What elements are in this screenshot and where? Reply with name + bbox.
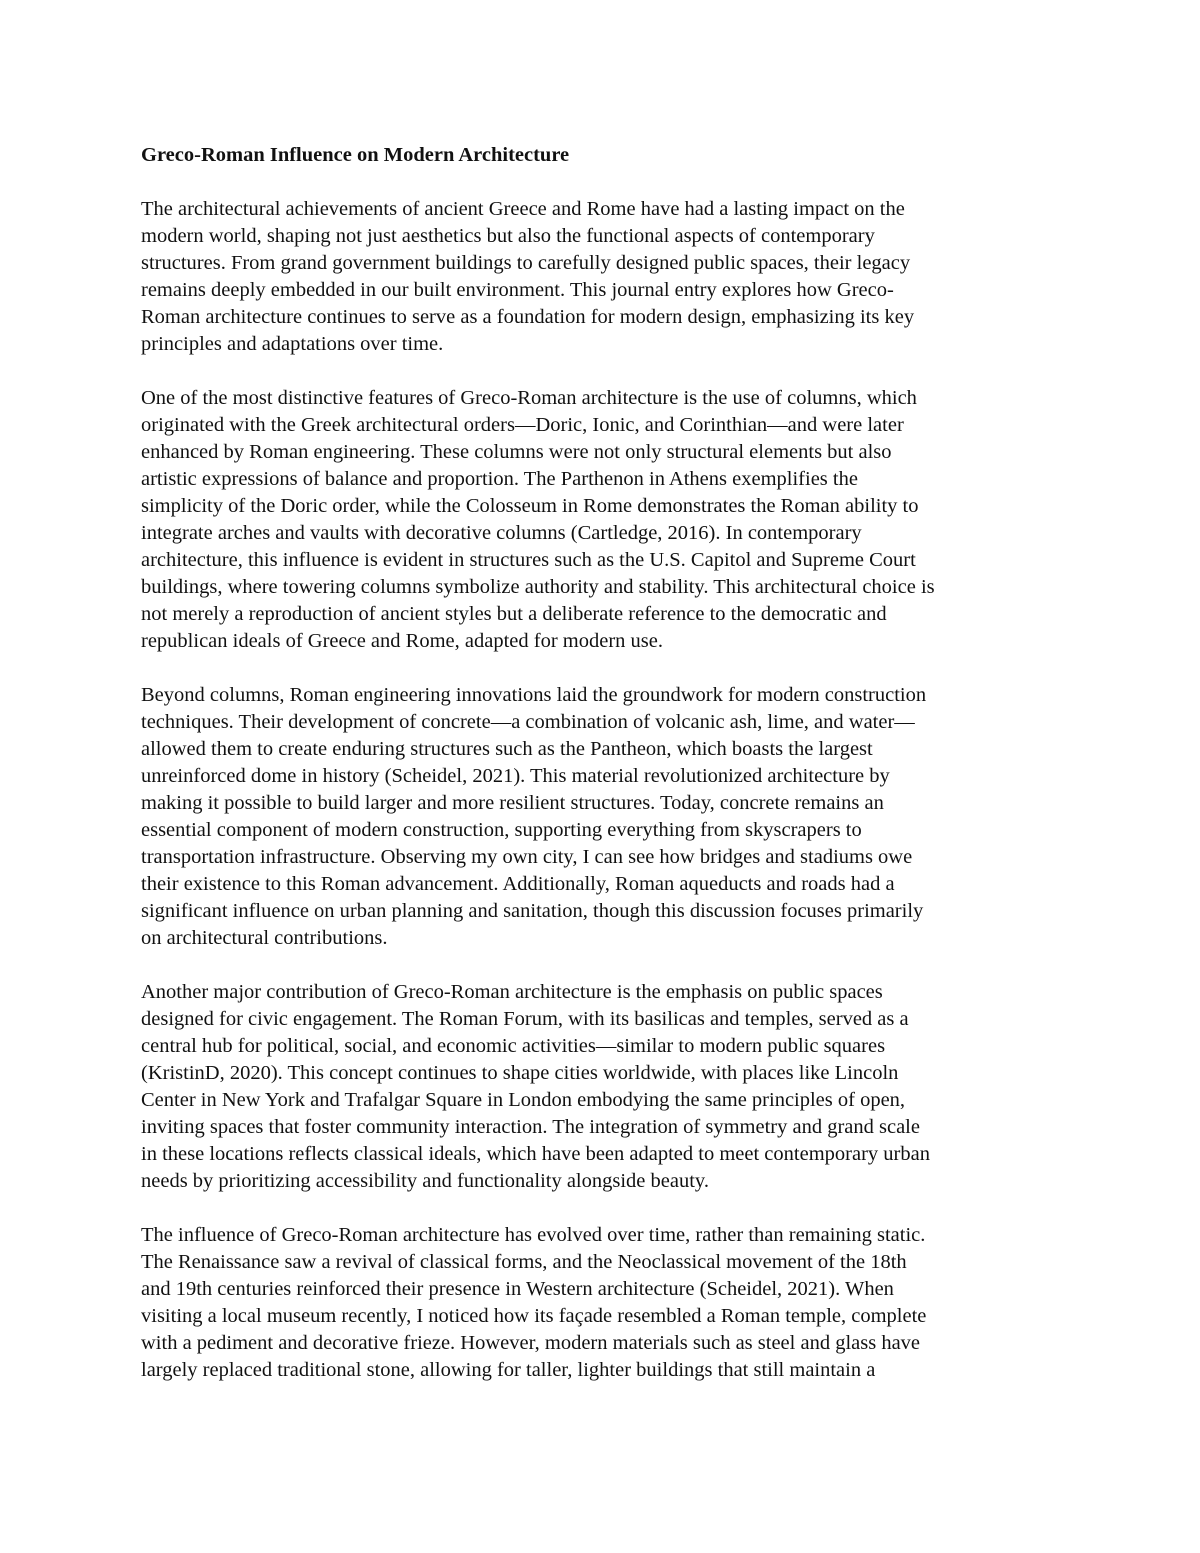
paragraph-line: The architectural achievements of ancient Greece and Rome have had a lasting impact on the (141, 198, 905, 220)
paragraph-line: Roman architecture continues to serve as a foundation for modern design, emphasizing its key (141, 306, 915, 328)
paragraph-4 (141, 979, 1071, 1195)
paragraph-line: simplicity of the Doric order, while the Colosseum in Rome demonstrates the Roman ability to (141, 495, 919, 517)
paragraph-line: modern world, shaping not just aesthetics but also the functional aspects of contemporary (141, 225, 875, 247)
paragraph-line: principles and adaptations over time. (141, 333, 444, 355)
paragraph-line: The Renaissance saw a revival of classical forms, and the Neoclassical movement of the 18th (141, 1251, 907, 1273)
paragraph-1 (141, 196, 1071, 358)
paragraph-5 (141, 1222, 1071, 1384)
paragraph-line: allowed them to create enduring structures such as the Pantheon, which boasts the largest (141, 738, 873, 760)
paragraph-2 (141, 385, 1071, 655)
paragraph-line: techniques. Their development of concrete—a combination of volcanic ash, lime, and water— (141, 711, 915, 733)
paragraph-line: with a pediment and decorative frieze. However, modern materials such as steel and glass have (141, 1332, 921, 1354)
paragraph-line: largely replaced traditional stone, allowing for taller, lighter buildings that still maintain a (141, 1359, 876, 1381)
paragraph-line: unreinforced dome in history (Scheidel, 2021). This material revolutionized architecture by (141, 765, 890, 787)
paragraph-line: structures. From grand government buildings to carefully designed public spaces, their legacy (141, 252, 911, 274)
paragraph-line: inviting spaces that foster community interaction. The integration of symmetry and grand scale (141, 1116, 920, 1138)
paragraph-line: on architectural contributions. (141, 927, 388, 949)
paragraph-line: essential component of modern construction, supporting everything from skyscrapers to (141, 819, 862, 841)
paragraph-line: integrate arches and vaults with decorative columns (Cartledge, 2016). In contemporary (141, 522, 862, 544)
document-page (141, 142, 1071, 1411)
paragraph-line: republican ideals of Greece and Rome, adapted for modern use. (141, 630, 663, 652)
paragraph-line: artistic expressions of balance and proportion. The Parthenon in Athens exemplifies the (141, 468, 858, 490)
paragraph-line: needs by prioritizing accessibility and functionality alongside beauty. (141, 1170, 709, 1192)
paragraph-line: designed for civic engagement. The Roman Forum, with its basilicas and temples, served as a (141, 1008, 909, 1030)
document-title: Greco-Roman Influence on Modern Architecture (141, 144, 570, 166)
paragraph-line: making it possible to build larger and more resilient structures. Today, concrete remains an (141, 792, 884, 814)
paragraph-line: central hub for political, social, and economic activities—similar to modern public squares (141, 1035, 886, 1057)
paragraph-3 (141, 682, 1071, 952)
paragraph-line: buildings, where towering columns symbolize authority and stability. This architectural choice is (141, 576, 935, 598)
paragraph-line: visiting a local museum recently, I noticed how its façade resembled a Roman temple, complete (141, 1305, 927, 1327)
paragraph-line: Another major contribution of Greco-Roman architecture is the emphasis on public spaces (141, 981, 883, 1003)
paragraph-line: One of the most distinctive features of Greco-Roman architecture is the use of columns, which (141, 387, 917, 409)
paragraph-line: and 19th centuries reinforced their presence in Western architecture (Scheidel, 2021). When (141, 1278, 894, 1300)
paragraph-line: transportation infrastructure. Observing my own city, I can see how bridges and stadiums owe (141, 846, 913, 868)
paragraph-line: in these locations reflects classical ideals, which have been adapted to meet contemporary urban (141, 1143, 930, 1165)
paragraph-line: remains deeply embedded in our built environment. This journal entry explores how Greco- (141, 279, 894, 301)
paragraph-line: The influence of Greco-Roman architecture has evolved over time, rather than remaining static. (141, 1224, 926, 1246)
paragraph-line: architecture, this influence is evident in structures such as the U.S. Capitol and Supreme Court (141, 549, 916, 571)
paragraph-line: not merely a reproduction of ancient styles but a deliberate reference to the democratic and (141, 603, 887, 625)
paragraph-line: Center in New York and Trafalgar Square in London embodying the same principles of open, (141, 1089, 906, 1111)
paragraph-line: originated with the Greek architectural orders—Doric, Ionic, and Corinthian—and were later (141, 414, 904, 436)
paragraph-line: enhanced by Roman engineering. These columns were not only structural elements but also (141, 441, 892, 463)
paragraph-line: Beyond columns, Roman engineering innovations laid the groundwork for modern construction (141, 684, 927, 706)
paragraph-line: significant influence on urban planning and sanitation, though this discussion focuses primarily (141, 900, 924, 922)
paragraph-line: (KristinD, 2020). This concept continues to shape cities worldwide, with places like Lincoln (141, 1062, 899, 1084)
paragraph-line: their existence to this Roman advancement. Additionally, Roman aqueducts and roads had a (141, 873, 895, 895)
